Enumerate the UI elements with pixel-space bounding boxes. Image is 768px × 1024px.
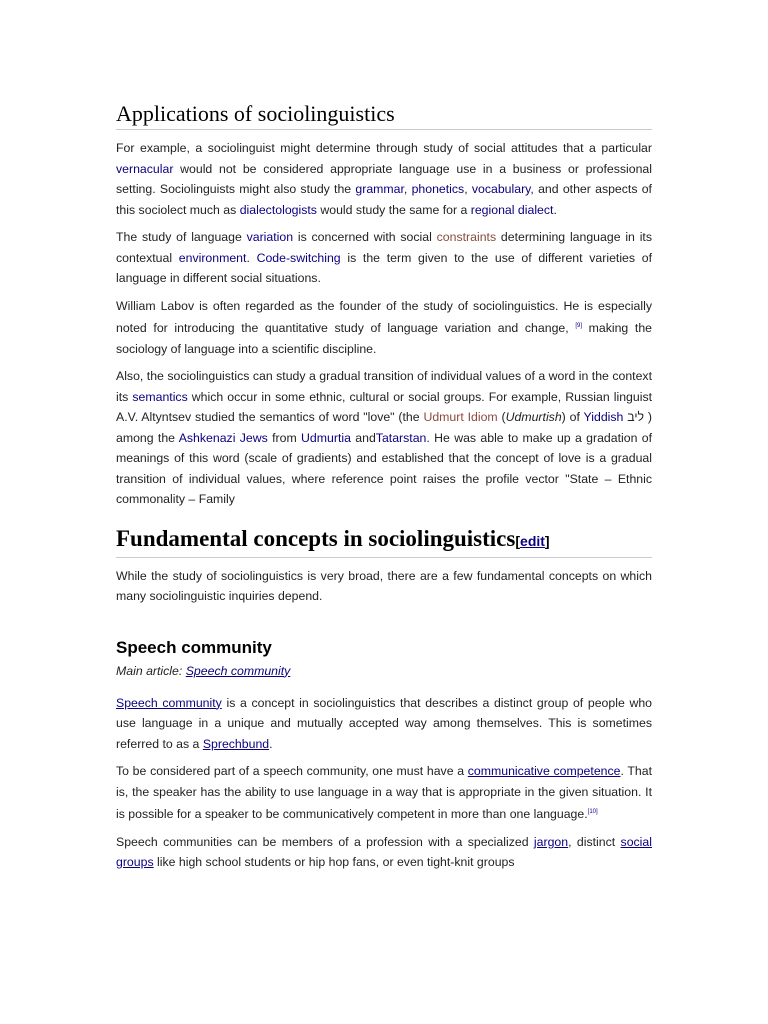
link-variation[interactable]: variation bbox=[246, 230, 294, 244]
text: like high school students or hip hop fans, or even tight-knit groups bbox=[153, 855, 515, 869]
text: making the sociology of language into a scientific discipline. bbox=[116, 321, 652, 356]
link-social-groups[interactable]: social groups bbox=[116, 834, 652, 869]
link-constraints[interactable]: constraints bbox=[436, 230, 497, 244]
citation-10[interactable]: [10] bbox=[587, 809, 598, 815]
text: Speech communities can be members of a profession with a specialized bbox=[116, 834, 534, 849]
text: would not be considered appropriate language use in a business or professional setting. Sociolinguists might also study the bbox=[116, 161, 652, 196]
text: is concerned with social bbox=[293, 230, 437, 244]
section-heading-applications: Applications of sociolinguistics bbox=[116, 100, 652, 130]
link-communicative-competence[interactable]: communicative competence bbox=[467, 764, 621, 778]
paragraph-speech-community-2 bbox=[116, 761, 652, 825]
link-yiddish[interactable]: Yiddish bbox=[583, 410, 624, 424]
text: William Labov is often regarded as the founder of the study of sociolinguistics. He is especially noted for introducing the quantitative study of language variation and change, bbox=[116, 298, 652, 335]
section-heading-speech-community: Speech community bbox=[116, 637, 272, 657]
link-regional-dialect[interactable]: regional dialect bbox=[470, 202, 554, 217]
text: . He was able to make up a gradation of meanings of this word (scale of gradients) and established that the concept of love is a gradual transition of individual values, where reference point raises the profile vector "State – Ethnic commonality – Family bbox=[116, 430, 652, 506]
link-vocabulary[interactable]: vocabulary bbox=[471, 182, 531, 196]
hatnote-prefix: Main article: bbox=[116, 663, 186, 678]
text: determining language in its contextual bbox=[116, 230, 652, 265]
text: ) of bbox=[561, 410, 584, 424]
text-udmurtish: Udmurtish bbox=[505, 410, 562, 424]
text: The study of language bbox=[116, 230, 247, 244]
link-udmurtia[interactable]: Udmurtia bbox=[301, 430, 351, 445]
text: is a concept in sociolinguistics that describes a distinct group of people who use language in a unique and mutually accepted way among themselves. This is sometimes referred to as a bbox=[116, 695, 652, 751]
link-main-article-speech-community[interactable]: Speech community bbox=[185, 663, 291, 678]
paragraph-fundamental-concepts: While the study of sociolinguistics is very broad, there are a few fundamental concepts on which many sociolinguistic inquiries depend. bbox=[116, 568, 652, 603]
link-grammar[interactable]: grammar bbox=[355, 182, 404, 196]
paragraph-applications-3 bbox=[116, 296, 652, 360]
bracket: ] bbox=[544, 532, 550, 549]
text: is the term given to the use of different varieties of language in different social situations. bbox=[116, 250, 652, 285]
text: , distinct bbox=[568, 834, 621, 849]
bracket: [ bbox=[515, 532, 521, 549]
link-udmurt-idiom[interactable]: Udmurt Idiom bbox=[423, 410, 498, 424]
link-semantics[interactable]: semantics bbox=[132, 389, 188, 404]
text: from bbox=[267, 430, 302, 445]
text: . bbox=[269, 736, 273, 751]
link-code-switching[interactable]: Code-switching bbox=[256, 250, 341, 265]
link-speech-community[interactable]: Speech community bbox=[116, 695, 222, 710]
paragraph-applications-2 bbox=[116, 227, 652, 289]
text: would study the same for a bbox=[316, 202, 471, 217]
section-heading-fundamental-concepts bbox=[116, 524, 652, 558]
paragraph-applications-1 bbox=[116, 138, 652, 220]
text: To be considered part of a speech community, one must have a bbox=[116, 764, 468, 778]
edit-section-link bbox=[515, 533, 549, 549]
heading-text: Fundamental concepts in sociolinguistics bbox=[116, 525, 516, 551]
text: ליב ) among the bbox=[116, 410, 653, 445]
text: , bbox=[403, 182, 412, 196]
text: , bbox=[464, 182, 472, 196]
text: ( bbox=[497, 410, 506, 424]
text: Also, the sociolinguistics can study a gradual transition of individual values of a word in the context its bbox=[116, 369, 652, 404]
link-ashkenazi-jews[interactable]: Ashkenazi Jews bbox=[178, 430, 268, 445]
link-dialectologists[interactable]: dialectologists bbox=[239, 202, 317, 217]
paragraph-speech-community-1 bbox=[116, 693, 652, 755]
text: , and other aspects of this sociolect much as bbox=[116, 182, 652, 217]
text: which occur in some ethnic, cultural or social groups. For example, Russian linguist A.V. Altyntsev studied the semantics of word "love" (the bbox=[116, 389, 653, 424]
link-environment[interactable]: environment bbox=[178, 250, 247, 265]
link-tatarstan[interactable]: Tatarstan bbox=[375, 430, 427, 445]
paragraph-speech-community-3 bbox=[116, 832, 652, 873]
text: For example, a sociolinguist might determine through study of social attitudes that a particular bbox=[116, 141, 652, 155]
article-content bbox=[116, 100, 652, 873]
text: and bbox=[350, 430, 376, 445]
hatnote-main-article bbox=[116, 661, 652, 681]
paragraph-applications-4 bbox=[116, 366, 652, 510]
link-phonetics[interactable]: phonetics bbox=[411, 182, 465, 196]
link-sprechbund[interactable]: Sprechbund bbox=[202, 736, 270, 751]
text: . bbox=[553, 202, 557, 217]
text: . That is, the speaker has the ability to use language in a way that is appropriate in the given situation. It is possible for a speaker to be communicatively competent in more than one language. bbox=[116, 764, 652, 821]
edit-link[interactable]: edit bbox=[520, 532, 545, 549]
citation-9[interactable]: [9] bbox=[575, 323, 582, 329]
link-vernacular[interactable]: vernacular bbox=[116, 161, 174, 176]
text: . bbox=[246, 250, 257, 265]
link-jargon[interactable]: jargon bbox=[533, 834, 569, 849]
